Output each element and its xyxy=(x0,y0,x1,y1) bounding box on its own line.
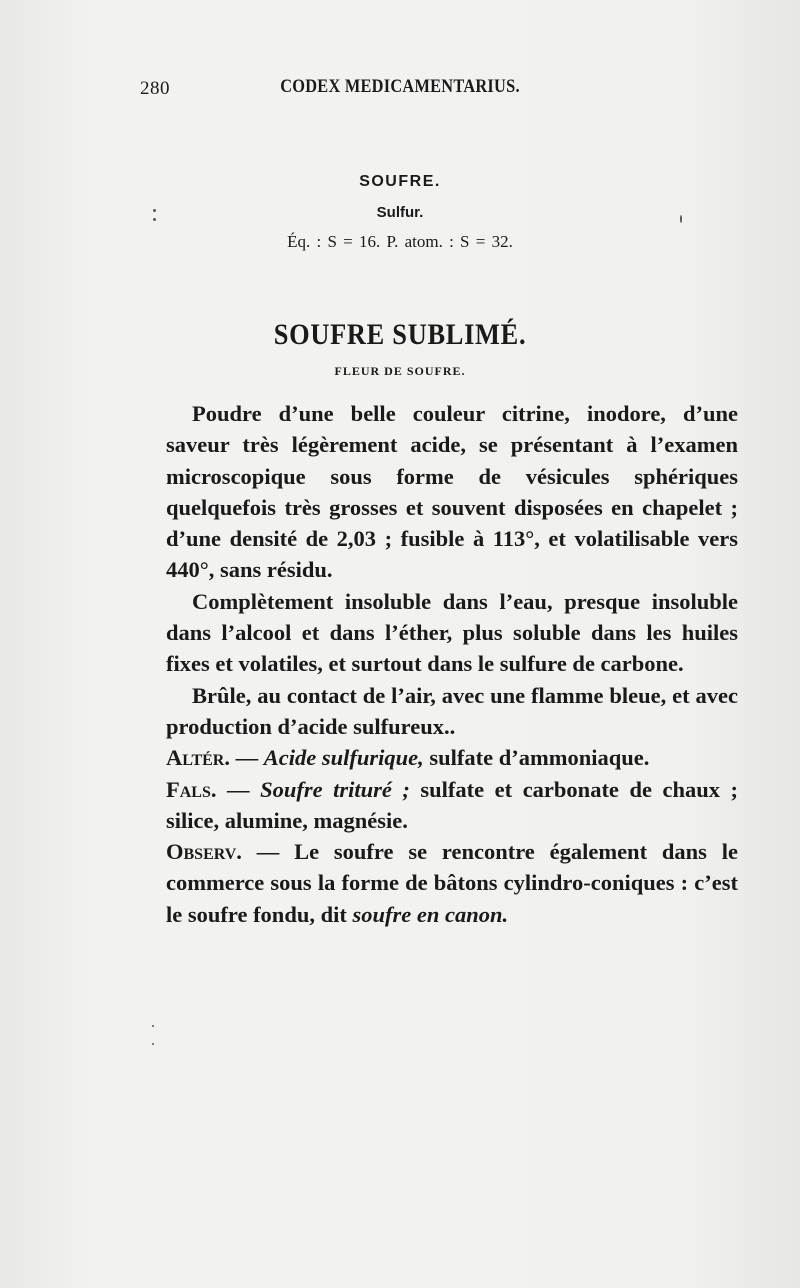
print-speck xyxy=(153,209,156,212)
paragraph-falsification xyxy=(166,774,738,837)
alteration-dash: — xyxy=(229,745,264,771)
observation-italic: soufre en canon. xyxy=(352,901,509,927)
print-speck xyxy=(152,1043,154,1045)
paragraph-combustion: Brûle, au contact de l’air, avec une flamme bleue, et avec production d’acide sulfureux.. xyxy=(166,682,738,739)
alteration-text: sulfate d’ammoniaque. xyxy=(423,745,650,771)
falsification-italic: Soufre trituré ; xyxy=(260,776,410,802)
paragraph-description: Poudre d’une belle couleur citrine, inodore, d’une saveur très légèrement acide, se présentant à l’examen microscopique sous forme de vésicules sphériques quelquefois très grosses et souvent disposées en chapelet ; d’une densité de 2,03 ; fusible à 113°, et volatilisable vers 440°, sans résidu. xyxy=(166,401,738,583)
observation-label: Observ. xyxy=(166,839,242,865)
section-subtitle: FLEUR DE SOUFRE. xyxy=(334,364,466,378)
print-speck xyxy=(680,215,682,223)
running-title: CODEX MEDICAMENTARIUS. xyxy=(280,76,520,97)
paragraph-alteration xyxy=(166,742,738,773)
section-title: SOUFRE SUBLIMÉ. xyxy=(273,318,527,351)
falsification-dash: — xyxy=(216,776,261,802)
alteration-italic: Acide sulfurique, xyxy=(263,745,424,771)
paragraph-observation xyxy=(166,836,738,930)
falsification-label: Fals. xyxy=(166,776,217,802)
heading-title: SOUFRE. xyxy=(359,173,441,190)
heading-formula: Éq. : S = 16. P. atom. : S = 32. xyxy=(287,232,513,251)
falsification-text: sulfate et carbonate de chaux ; silice, alumine, magnésie. xyxy=(166,776,738,833)
body-text xyxy=(166,398,738,930)
print-speck xyxy=(152,1025,154,1027)
paragraph-solubility: Complètement insoluble dans l’eau, presque insoluble dans l’alcool et dans l’éther, plus soluble dans les huiles fixes et volatiles, et surtout dans le sulfure de carbone. xyxy=(166,588,738,677)
print-speck xyxy=(153,218,156,221)
page-number: 280 xyxy=(140,78,170,99)
alteration-label: Altér. xyxy=(166,745,230,771)
heading-latin-name: Sulfur. xyxy=(376,204,424,221)
observation-text: — Le soufre se rencontre également dans le commerce sous la forme de bâtons cylindro-coniques : c’est le soufre fondu, dit xyxy=(166,839,738,927)
